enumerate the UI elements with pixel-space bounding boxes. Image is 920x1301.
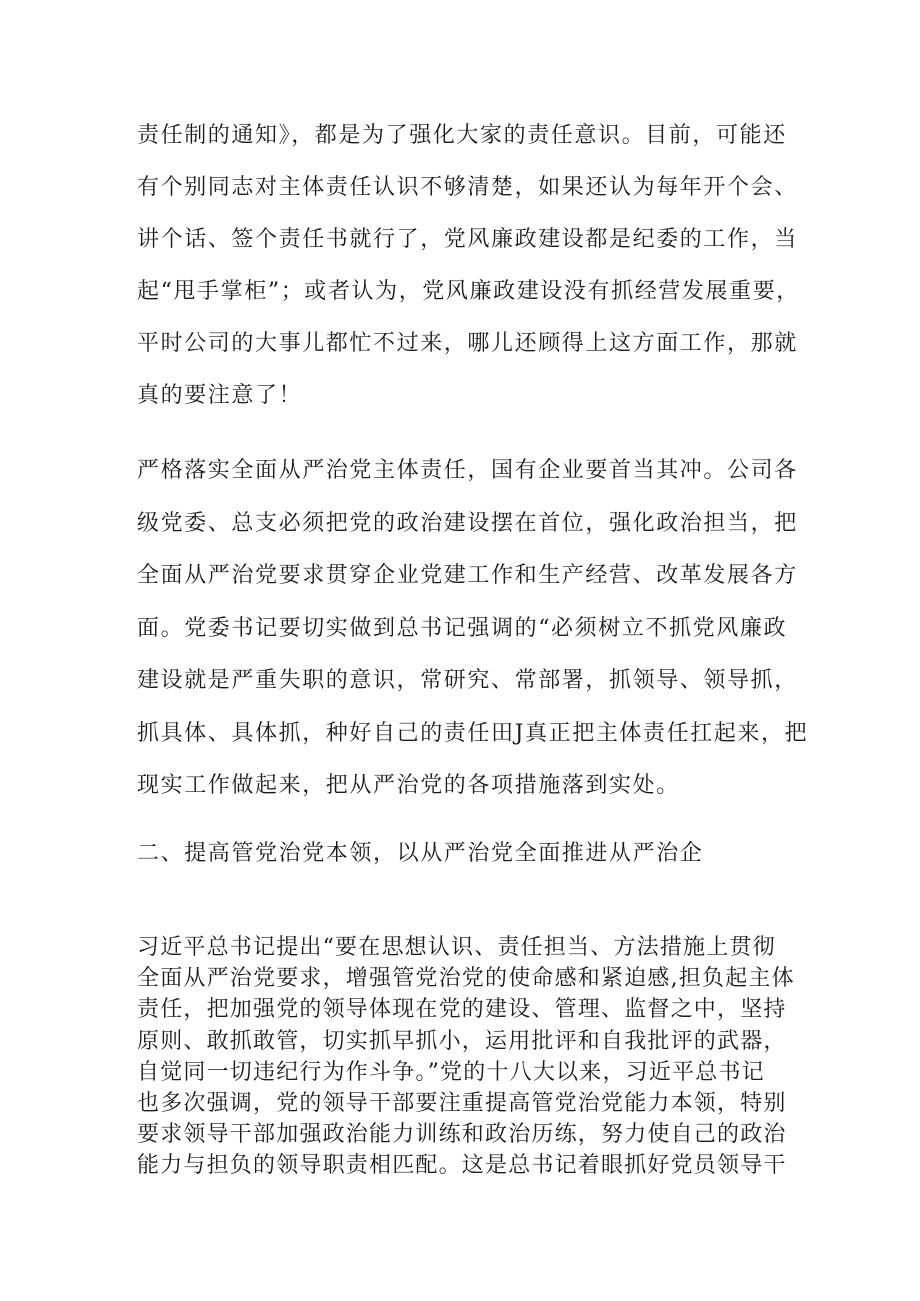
paragraph-3-line: 要求领导干部加强政治能力训练和政治历练，努力使自己的政治 [137, 1122, 787, 1148]
paragraph-3-line: 自觉同一切违纪行为作斗争。”党的十八大以来，习近平总书记 [137, 1059, 765, 1085]
paragraph-2-line: 严格落实全面从严治党主体责任，国有企业要首当其冲。公司各 [137, 458, 798, 483]
paragraph-2-line: 全面从严治党要求贯穿企业党建工作和生产经营、改革发展各方 [137, 563, 798, 588]
paragraph-3-line: 能力与担负的领导职责相匹配。这是总书记着眼抓好党员领导干 [137, 1153, 787, 1179]
paragraph-3-line: 责任，把加强党的领导体现在党的建设、管理、监督之中，坚持 [137, 997, 787, 1023]
paragraph-1-line: 平时公司的大事儿都忙不过来，哪儿还顾得上这方面工作，那就 [137, 331, 798, 356]
paragraph-1-line: 有个别同志对主体责任认识不够清楚，如果还认为每年开个会、 [137, 175, 798, 200]
paragraph-2-line: 抓具体、具体抓，种好自己的责任田J真正把主体责任扛起来，把 [137, 720, 809, 746]
paragraph-3-line: 习近平总书记提出“要在思想认识、责任担当、方法措施上贯彻 [137, 935, 776, 960]
paragraph-2-line: 建设就是严重失职的意识，常研究、常部署，抓领导、领导抓， [137, 668, 798, 693]
paragraph-2-line: 现实工作做起来，把从严治党的各项措施落到实处。 [137, 773, 680, 798]
paragraph-1-line: 责任制的通知》，都是为了强化大家的责任意识。目前，可能还 [137, 123, 787, 148]
section-heading: 二、提高管党治党本领，以从严治党全面推进从严治企 [137, 841, 704, 866]
paragraph-1-line: 真的要注意了！ [137, 383, 303, 408]
paragraph-1 [137, 110, 800, 422]
paragraph-2 [137, 445, 809, 813]
paragraph-1-line: 讲个话、签个责任书就行了，党风廉政建设都是纪委的工作，当 [137, 227, 798, 252]
paragraph-3 [137, 932, 797, 1182]
paragraph-2-line: 级党委、总支必须把党的政治建设摆在首位，强化政治担当，把 [137, 510, 798, 536]
paragraph-3-line: 全面从严治党要求，增强管党治党的使命感和紧迫感,担负起主体 [137, 966, 795, 992]
paragraph-3-line: 也多次强调，党的领导干部要注重提高管党治党能力本领，特别 [137, 1091, 787, 1117]
paragraph-1-line: 起“甩手掌柜”；或者认为，党风廉政建设没有抓经营发展重要， [137, 279, 800, 304]
paragraph-3-line: 原则、敢抓敢管，切实抓早抓小，运用批评和自我批评的武器， [137, 1028, 787, 1054]
paragraph-2-line: 面。党委书记要切实做到总书记强调的“必须树立不抓党风廉政 [137, 615, 788, 641]
